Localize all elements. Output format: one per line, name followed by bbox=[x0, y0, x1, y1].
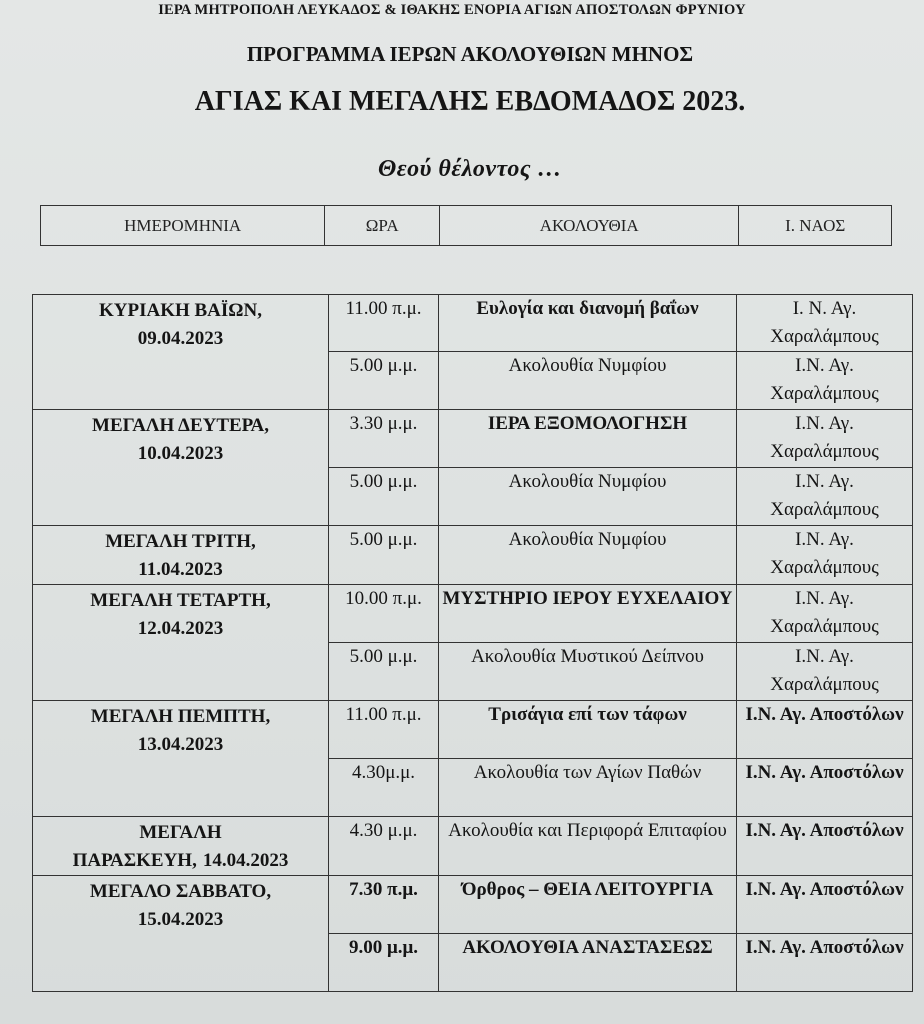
service-name: Όρθρος – ΘΕΙΑ ΛΕΙΤΟΥΡΓΙΑ bbox=[439, 876, 737, 934]
service-name: ΑΚΟΛΟΥΘΙΑ ΑΝΑΣΤΑΣΕΩΣ bbox=[439, 934, 737, 992]
church-name: Ι.Ν. Αγ. Αποστόλων bbox=[737, 876, 913, 934]
service-time: 4.30 μ.μ. bbox=[329, 817, 439, 876]
service-time: 7.30 π.μ. bbox=[329, 876, 439, 934]
day-name: ΜΕΓΑΛΗ ΠΕΜΠΤΗ, bbox=[90, 706, 271, 727]
service-name: ΙΕΡΑ ΕΞΟΜΟΛΟΓΗΣΗ bbox=[439, 410, 737, 468]
day-cell bbox=[33, 701, 329, 817]
day-cell bbox=[33, 876, 329, 992]
church-name: Ι.Ν. Αγ. Αποστόλων bbox=[737, 817, 913, 876]
church-name: Ι.Ν. Αγ. Αποστόλων bbox=[737, 934, 913, 992]
service-time: 5.00 μ.μ. bbox=[329, 526, 439, 585]
schedule-table bbox=[32, 294, 913, 992]
church-name: Ι.Ν. Αγ. Χαραλάμπους bbox=[737, 585, 913, 643]
day-cell bbox=[33, 817, 329, 876]
service-time: 10.00 π.μ. bbox=[329, 585, 439, 643]
day-date: 12.04.2023 bbox=[137, 618, 224, 639]
column-header-church: Ι. ΝΑΟΣ bbox=[785, 215, 846, 235]
day-cell bbox=[33, 526, 329, 585]
church-name: Ι.Ν. Αγ. Αποστόλων bbox=[737, 759, 913, 817]
schedule-row bbox=[33, 410, 913, 468]
service-name: Ακολουθία Μυστικού Δείπνου bbox=[439, 643, 737, 701]
column-header-row bbox=[40, 205, 892, 246]
service-time: 4.30μ.μ. bbox=[329, 759, 439, 817]
day-name: ΜΕΓΑΛΗ ΤΕΤΑΡΤΗ, bbox=[90, 590, 271, 611]
day-date: 09.04.2023 bbox=[137, 328, 224, 349]
church-name: Ι.Ν. Αγ. Χαραλάμπους bbox=[737, 526, 913, 585]
day-name: ΜΕΓΑΛΗ ΔΕΥΤΕΡΑ, bbox=[92, 415, 269, 436]
day-date: 10.04.2023 bbox=[137, 443, 224, 464]
service-time: 11.00 π.μ. bbox=[329, 295, 439, 352]
schedule-row bbox=[33, 295, 913, 352]
service-time: 5.00 μ.μ. bbox=[329, 468, 439, 526]
church-name: Ι.Ν. Αγ. Χαραλάμπους bbox=[737, 352, 913, 410]
day-cell bbox=[33, 295, 329, 410]
day-date: 14.04.2023 bbox=[202, 850, 289, 871]
day-name: ΜΕΓΑΛΟ ΣΑΒΒΑΤΟ, bbox=[89, 881, 272, 902]
day-cell bbox=[33, 410, 329, 526]
schedule-row bbox=[33, 817, 913, 876]
parish-header: ΙΕΡΑ ΜΗΤΡΟΠΟΛΗ ΛΕΥΚΑΔΟΣ & ΙΘΑΚΗΣ ΕΝΟΡΙΑ ΑΓΙΩΝ ΑΠΟΣΤΟΛΩΝ ΦΡΥΝΙΟΥ bbox=[158, 2, 746, 18]
service-name: Τρισάγια επί των τάφων bbox=[439, 701, 737, 759]
church-name: Ι.Ν. Αγ. Αποστόλων bbox=[737, 701, 913, 759]
church-name: Ι.Ν. Αγ. Χαραλάμπους bbox=[737, 410, 913, 468]
service-time: 5.00 μ.μ. bbox=[329, 643, 439, 701]
church-name: Ι.Ν. Αγ. Χαραλάμπους bbox=[737, 643, 913, 701]
schedule-row bbox=[33, 876, 913, 934]
church-name: Ι. Ν. Αγ. Χαραλάμπους bbox=[737, 295, 913, 352]
service-time: 5.00 μ.μ. bbox=[329, 352, 439, 410]
service-time: 3.30 μ.μ. bbox=[329, 410, 439, 468]
gods-willing-subtitle: Θεού θέλοντος … bbox=[377, 156, 563, 182]
church-name: Ι.Ν. Αγ. Χαραλάμπους bbox=[737, 468, 913, 526]
program-title: ΠΡΟΓΡΑΜΜΑ ΙΕΡΩΝ ΑΚΟΛΟΥΘΙΩΝ ΜΗΝΟΣ bbox=[246, 42, 694, 66]
schedule-row bbox=[33, 701, 913, 759]
schedule-row bbox=[33, 585, 913, 643]
day-cell bbox=[33, 585, 329, 701]
service-name: Ακολουθία Νυμφίου bbox=[439, 468, 737, 526]
holy-week-title: ΑΓΙΑΣ ΚΑΙ ΜΕΓΑΛΗΣ ΕΒΔΟΜΑΔΟΣ 2023. bbox=[194, 86, 746, 117]
service-name: Ακολουθία των Αγίων Παθών bbox=[439, 759, 737, 817]
day-date: 11.04.2023 bbox=[138, 559, 223, 580]
service-time: 9.00 μ.μ. bbox=[329, 934, 439, 992]
day-date: 13.04.2023 bbox=[137, 734, 224, 755]
column-header-date: ΗΜΕΡΟΜΗΝΙΑ bbox=[41, 206, 325, 245]
day-name: ΜΕΓΑΛΗ ΤΡΙΤΗ, bbox=[105, 531, 256, 552]
service-time: 11.00 π.μ. bbox=[329, 701, 439, 759]
service-name: Ακολουθία Νυμφίου bbox=[439, 352, 737, 410]
service-name: Ακολουθία Νυμφίου bbox=[439, 526, 737, 585]
service-name: Ακολουθία και Περιφορά Επιταφίου bbox=[439, 817, 737, 876]
service-name: Ευλογία και διανομή βαΐων bbox=[439, 295, 737, 352]
schedule-row bbox=[33, 526, 913, 585]
column-header-time: ΩΡΑ bbox=[325, 206, 440, 245]
day-name: ΚΥΡΙΑΚΗ ΒΑΪΩΝ, bbox=[98, 300, 262, 321]
day-name: ΜΕΓΑΛΗ ΠΑΡΑΣΚΕΥΗ, bbox=[72, 822, 222, 871]
day-date: 15.04.2023 bbox=[137, 909, 224, 930]
service-name: ΜΥΣΤΗΡΙΟ ΙΕΡΟΥ ΕΥΧΕΛΑΙΟΥ bbox=[439, 585, 737, 643]
column-header-service: ΑΚΟΛΟΥΘΙΑ bbox=[440, 206, 739, 245]
